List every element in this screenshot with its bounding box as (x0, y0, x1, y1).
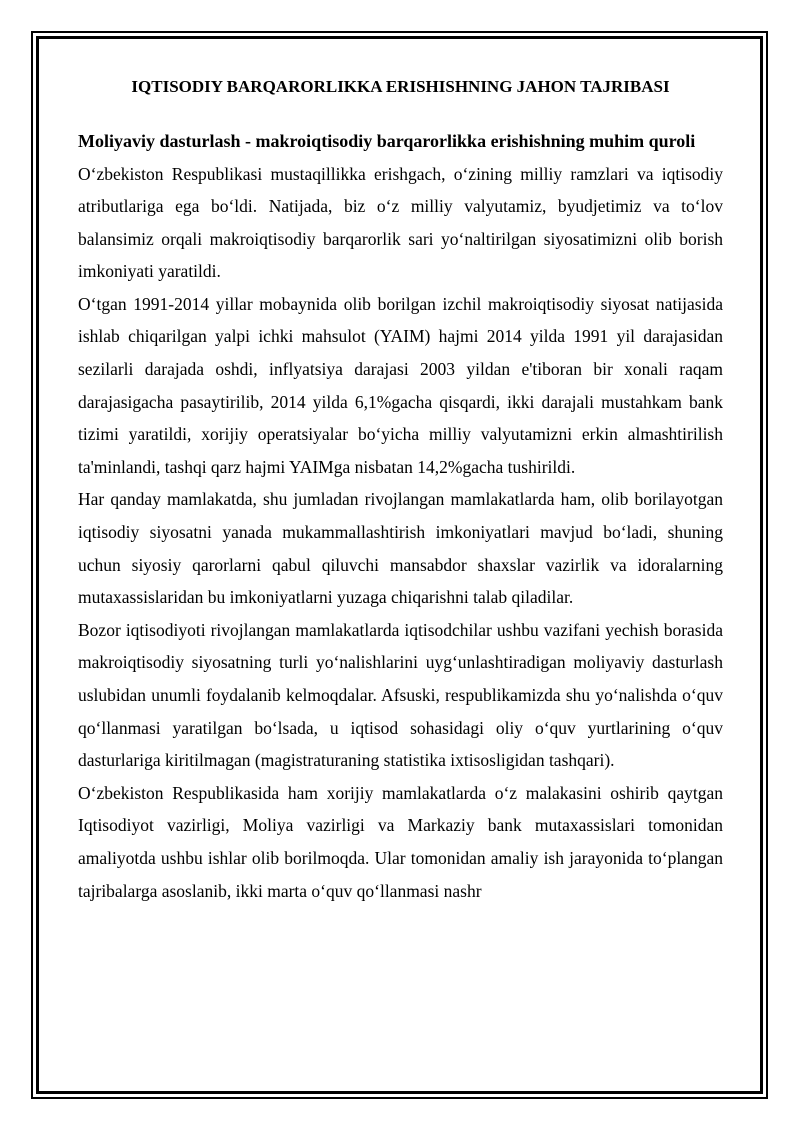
paragraph-3: Har qanday mamlakatda, shu jumladan rivojlangan mamlakatlarda ham, olib borilayotgan iqtisodiy siyosatni yanada mukammallashtirish imkoniyatlari mavjud bo‘ladi, shuning uchun siyosiy qarorlarni qabul qiluvchi mansabdor shaxslar vazirlik va idoralarning mutaxassislaridan bu imkoniyatlarni yuzaga chiqarishni talab qiladilar. (78, 489, 723, 608)
paragraph-5: O‘zbekiston Respublikasida ham xorijiy mamlakatlarda o‘z malakasini oshirib qaytgan Iqtisodiyot vazirligi, Moliya vazirligi va Markaziy bank mutaxassislari tomonidan amaliyotda ushbu ishlar olib borilmoqda. Ular tomonidan amaliy ish jarayonida to‘plangan tajribalarga asoslanib, ikki marta o‘quv qo‘llanmasi nashr (78, 782, 723, 901)
section-heading: Moliyaviy dasturlash - makroiqtisodiy barqarorlikka erishishning muhim quroli (78, 131, 696, 151)
paragraph-1: O‘zbekiston Respublikasi mustaqillikka erishgach, o‘zining milliy ramzlari va iqtisodiy atributlariga ega bo‘ldi. Natijada, biz o‘z milliy valyutamiz, byudjetimiz va to‘lov balansimiz orqali makroiqtisodiy barqarorlik sari yo‘naltirilgan siyosatimizni olib borish imkoniyati yaratildi. (78, 163, 723, 282)
document-title: IQTISODIY BARQARORLIKKA ERISHISHNING JAHON TAJRIBASI (131, 77, 670, 96)
document-body (78, 70, 723, 907)
paragraph-4: Bozor iqtisodiyoti rivojlangan mamlakatlarda iqtisodchilar ushbu vazifani yechish borasida makroiqtisodiy siyosatning turli yo‘nalishlarini uyg‘unlashtiradigan moliyaviy dasturlash uslubidan unumli foydalanib kelmoqdalar. Afsuski, respublikamizda shu yo‘nalishda o‘quv qo‘llanmasi yaratilgan bo‘lsada, u iqtisod sohasidagi oliy o‘quv yurtlarining o‘quv dasturlariga kiritilmagan (magistraturaning statistika ixtisosligidan tashqari). (78, 619, 723, 771)
paragraph-2: O‘tgan 1991-2014 yillar mobaynida olib borilgan izchil makroiqtisodiy siyosat natijasida ishlab chiqarilgan yalpi ichki mahsulot (YAIM) hajmi 2014 yilda 1991 yil darajasidan sezilarli darajada oshdi, inflyatsiya darajasi 2003 yildan e'tiboran bir xonali raqam darajasigacha pasaytirilib, 2014 yilda 6,1%gacha qisqardi, ikki darajali mustahkam bank tizimi yaratildi, xorijiy operatsiyalar bo‘yicha milliy valyutamizni erkin almashtirilish ta'minlandi, tashqi qarz hajmi YAIMga nisbatan 14,2%gacha tushirildi. (78, 293, 723, 477)
